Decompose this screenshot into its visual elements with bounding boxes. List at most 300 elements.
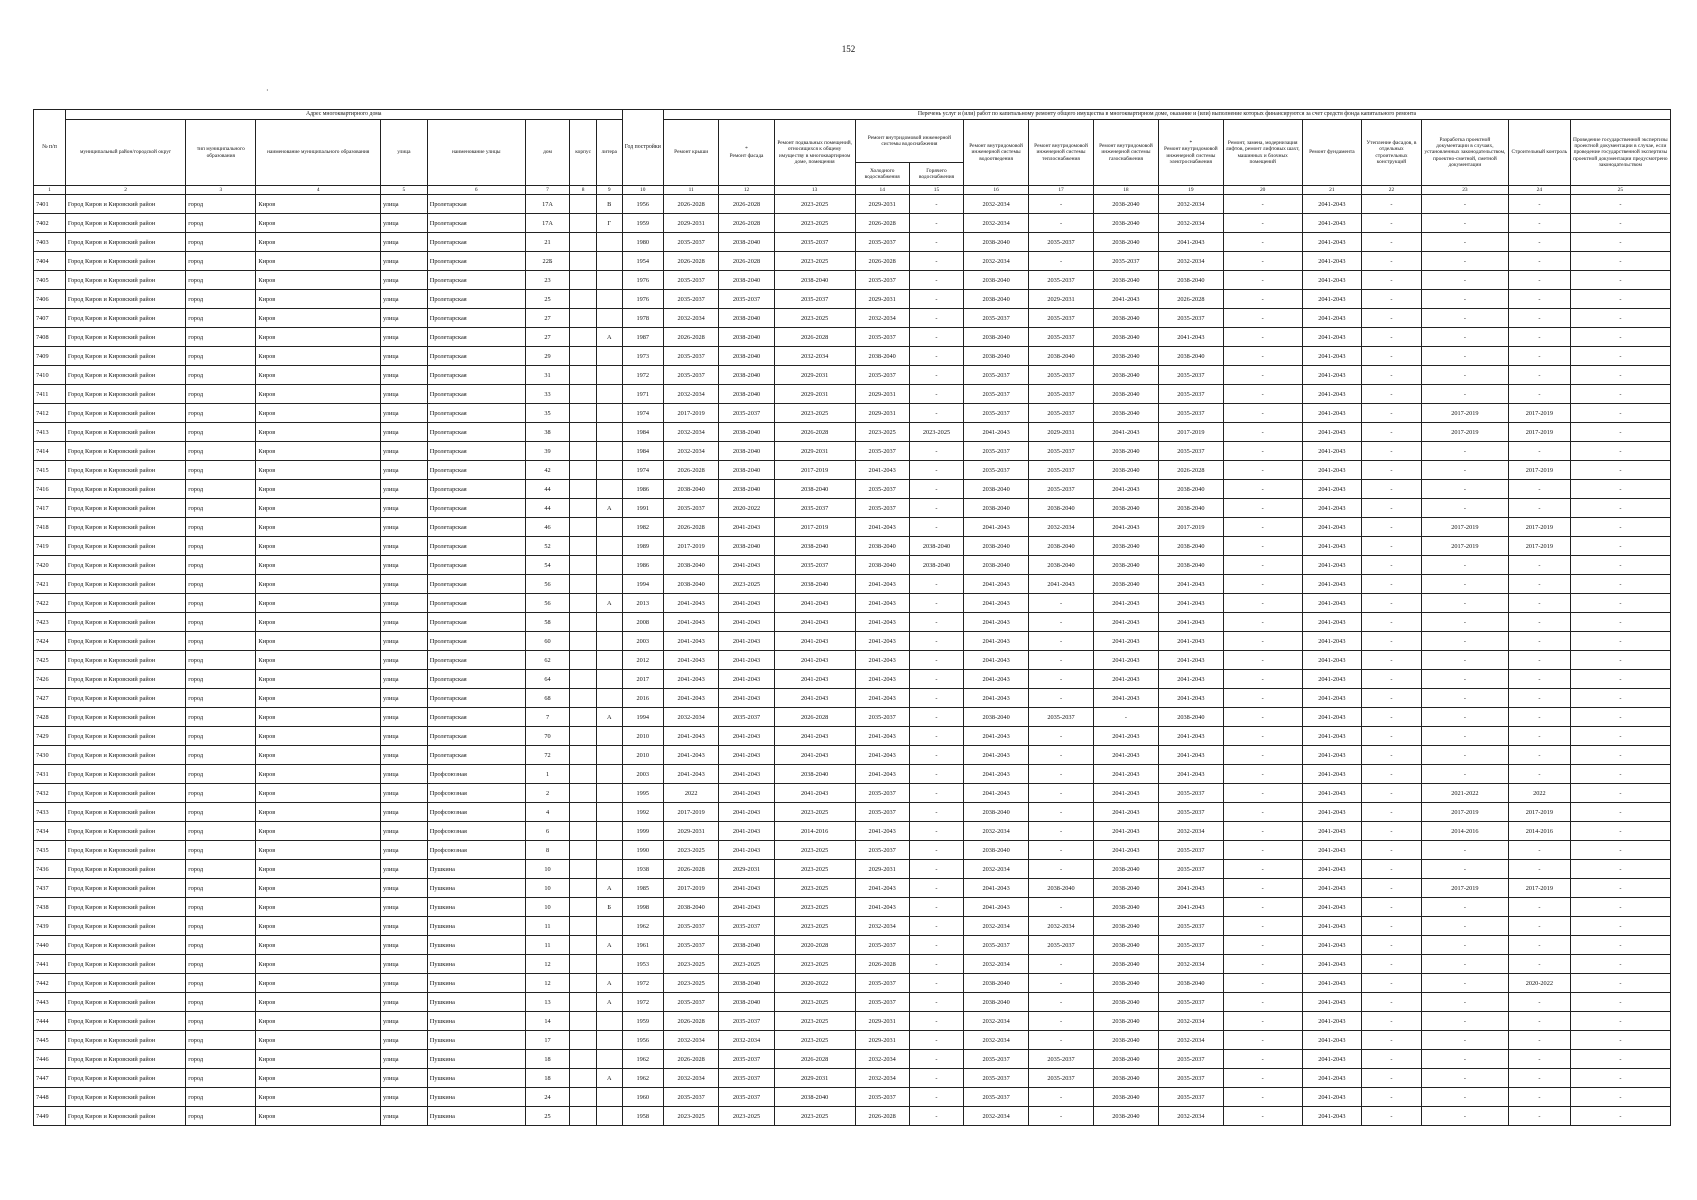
table-cell: 2041-2043 xyxy=(664,594,719,613)
table-cell xyxy=(596,746,622,765)
column-number: 1 xyxy=(34,186,66,195)
table-cell xyxy=(570,1107,597,1126)
table-cell: 2023-2025 xyxy=(774,1012,855,1031)
table-cell: улица xyxy=(380,347,427,366)
col-name-mo-header: наименование муниципального образования xyxy=(256,120,381,186)
table-cell: - xyxy=(1570,1031,1670,1050)
table-cell: - xyxy=(1570,575,1670,594)
table-cell: 2041-2043 xyxy=(964,670,1029,689)
table-cell: Киров xyxy=(256,594,381,613)
table-cell: - xyxy=(1570,803,1670,822)
table-cell: 2026-2028 xyxy=(664,252,719,271)
table-cell: 14 xyxy=(525,1012,570,1031)
table-cell: - xyxy=(909,404,963,423)
table-cell: 2038-2040 xyxy=(664,575,719,594)
table-cell: А xyxy=(596,936,622,955)
table-cell: 2038-2040 xyxy=(855,556,909,575)
table-cell: 1980 xyxy=(622,233,664,252)
table-cell: город xyxy=(186,822,256,841)
table-cell: 2016 xyxy=(622,689,664,708)
table-cell: 2032-2034 xyxy=(1158,214,1223,233)
table-row xyxy=(34,860,1671,879)
table-cell: 2041-2043 xyxy=(1302,1088,1362,1107)
table-cell: 70 xyxy=(525,727,570,746)
table-cell: 2041-2043 xyxy=(1302,917,1362,936)
table-cell: - xyxy=(1570,195,1670,214)
table-cell: Пролетарская xyxy=(427,366,525,385)
table-cell: 1999 xyxy=(622,822,664,841)
table-cell: - xyxy=(1223,556,1302,575)
table-cell: город xyxy=(186,784,256,803)
table-cell: город xyxy=(186,1031,256,1050)
table-cell: 1959 xyxy=(622,214,664,233)
table-cell: Профсоюзная xyxy=(427,784,525,803)
table-cell: 2041-2043 xyxy=(1093,841,1158,860)
table-cell: - xyxy=(1362,309,1422,328)
table-cell: Город Киров и Кировский район xyxy=(65,689,185,708)
column-number: 20 xyxy=(1223,186,1302,195)
table-cell: 2041-2043 xyxy=(774,613,855,632)
table-cell: - xyxy=(1421,195,1508,214)
table-cell: 2032-2034 xyxy=(855,917,909,936)
table-cell: - xyxy=(1421,252,1508,271)
table-cell: улица xyxy=(380,556,427,575)
table-cell: 1986 xyxy=(622,480,664,499)
table-cell: - xyxy=(1362,575,1422,594)
table-cell: 1995 xyxy=(622,784,664,803)
table-cell: - xyxy=(909,499,963,518)
table-cell: 7402 xyxy=(34,214,66,233)
table-cell: 1974 xyxy=(622,404,664,423)
table-cell: 2026-2028 xyxy=(664,1050,719,1069)
table-cell: 2041-2043 xyxy=(1302,974,1362,993)
table-row xyxy=(34,366,1671,385)
table-cell: улица xyxy=(380,404,427,423)
table-cell: 2029-2031 xyxy=(774,1069,855,1088)
table-cell: А xyxy=(596,879,622,898)
table-cell: город xyxy=(186,537,256,556)
table-cell: 1960 xyxy=(622,1088,664,1107)
table-cell: Город Киров и Кировский район xyxy=(65,309,185,328)
table-cell: - xyxy=(1570,651,1670,670)
table-cell: - xyxy=(909,917,963,936)
table-cell: 2035-2037 xyxy=(719,1050,774,1069)
table-cell: 2041-2043 xyxy=(1158,746,1223,765)
table-cell: Пролетарская xyxy=(427,271,525,290)
table-cell: Киров xyxy=(256,803,381,822)
table-cell: - xyxy=(1570,480,1670,499)
table-cell: город xyxy=(186,993,256,1012)
table-cell: город xyxy=(186,461,256,480)
table-cell: улица xyxy=(380,499,427,518)
table-cell: улица xyxy=(380,1012,427,1031)
table-cell: улица xyxy=(380,575,427,594)
table-cell: 4 xyxy=(525,803,570,822)
table-cell xyxy=(570,708,597,727)
table-cell: 2041-2043 xyxy=(1302,195,1362,214)
table-cell: - xyxy=(1362,632,1422,651)
table-cell: 2041-2043 xyxy=(1158,613,1223,632)
table-cell: - xyxy=(1029,651,1094,670)
table-cell: 2038-2040 xyxy=(1093,214,1158,233)
table-cell: - xyxy=(1029,1088,1094,1107)
table-cell: - xyxy=(1029,1107,1094,1126)
table-cell xyxy=(596,518,622,537)
table-cell xyxy=(570,233,597,252)
table-cell: 2041-2043 xyxy=(719,689,774,708)
table-cell: 2038-2040 xyxy=(1093,366,1158,385)
table-cell: 2035-2037 xyxy=(664,271,719,290)
table-cell: - xyxy=(1421,974,1508,993)
table-cell: 1998 xyxy=(622,898,664,917)
table-cell xyxy=(570,746,597,765)
table-cell: Киров xyxy=(256,974,381,993)
table-cell: Киров xyxy=(256,879,381,898)
table-cell: Киров xyxy=(256,993,381,1012)
table-cell: - xyxy=(1362,822,1422,841)
table-cell: - xyxy=(1509,1069,1571,1088)
table-cell: улица xyxy=(380,955,427,974)
table-cell: - xyxy=(1509,1012,1571,1031)
table-cell: - xyxy=(1509,385,1571,404)
col-hot-water-header: Горячего водоснабжения xyxy=(909,163,963,186)
table-cell: - xyxy=(1223,404,1302,423)
table-cell: 2035-2037 xyxy=(1029,366,1094,385)
table-cell: 2017-2019 xyxy=(1421,803,1508,822)
table-cell: 2041-2043 xyxy=(664,727,719,746)
table-cell: 2041-2043 xyxy=(1302,480,1362,499)
table-cell: 2041-2043 xyxy=(774,594,855,613)
table-cell: - xyxy=(1570,955,1670,974)
table-cell: 2041-2043 xyxy=(1158,594,1223,613)
table-cell: 1956 xyxy=(622,195,664,214)
table-cell: 18 xyxy=(525,1069,570,1088)
table-cell: 2038-2040 xyxy=(1029,347,1094,366)
table-cell: город xyxy=(186,214,256,233)
table-cell: 2026-2028 xyxy=(719,252,774,271)
table-cell: Киров xyxy=(256,1050,381,1069)
table-cell: 2026-2028 xyxy=(774,708,855,727)
table-cell: Киров xyxy=(256,575,381,594)
table-cell: 7415 xyxy=(34,461,66,480)
table-cell xyxy=(570,613,597,632)
table-cell: улица xyxy=(380,651,427,670)
table-cell: 2038-2040 xyxy=(1093,195,1158,214)
table-cell: 1992 xyxy=(622,803,664,822)
column-number: 24 xyxy=(1509,186,1571,195)
table-cell: 2026-2028 xyxy=(664,195,719,214)
table-cell: - xyxy=(1509,670,1571,689)
table-cell: 7409 xyxy=(34,347,66,366)
table-cell: Киров xyxy=(256,404,381,423)
table-row xyxy=(34,423,1671,442)
table-cell: 2041-2043 xyxy=(1302,461,1362,480)
table-cell: Пушкина xyxy=(427,860,525,879)
table-cell: 58 xyxy=(525,613,570,632)
table-cell: - xyxy=(1362,1069,1422,1088)
table-cell: 2035-2037 xyxy=(1029,309,1094,328)
table-row xyxy=(34,936,1671,955)
col-control-header: Строительный контроль xyxy=(1509,120,1571,186)
table-cell: город xyxy=(186,423,256,442)
table-cell: - xyxy=(1570,404,1670,423)
table-cell: 2038-2040 xyxy=(719,347,774,366)
table-cell: 2041-2043 xyxy=(964,784,1029,803)
table-cell xyxy=(596,1088,622,1107)
table-cell: город xyxy=(186,290,256,309)
table-cell: - xyxy=(1362,803,1422,822)
table-cell: - xyxy=(1362,936,1422,955)
table-cell: А xyxy=(596,708,622,727)
table-cell: 2014-2016 xyxy=(1421,822,1508,841)
table-cell: - xyxy=(1509,708,1571,727)
table-cell: 54 xyxy=(525,556,570,575)
table-cell: 7445 xyxy=(34,1031,66,1050)
table-cell: - xyxy=(1570,746,1670,765)
table-cell: 7426 xyxy=(34,670,66,689)
table-cell: Пролетарская xyxy=(427,537,525,556)
table-cell xyxy=(570,898,597,917)
table-cell: - xyxy=(1509,271,1571,290)
table-cell: - xyxy=(1570,233,1670,252)
table-cell: Город Киров и Кировский район xyxy=(65,613,185,632)
table-cell: 2041-2043 xyxy=(1302,499,1362,518)
table-cell: Город Киров и Кировский район xyxy=(65,727,185,746)
table-cell: 2035-2037 xyxy=(855,366,909,385)
table-cell: 2035-2037 xyxy=(964,936,1029,955)
table-cell xyxy=(596,955,622,974)
table-cell: Киров xyxy=(256,841,381,860)
table-cell xyxy=(596,917,622,936)
table-cell: 2029-2031 xyxy=(855,1031,909,1050)
table-cell: город xyxy=(186,1050,256,1069)
column-number: 22 xyxy=(1362,186,1422,195)
table-cell: 2023-2025 xyxy=(774,993,855,1012)
table-cell: 27 xyxy=(525,309,570,328)
table-cell: 2035-2037 xyxy=(664,499,719,518)
table-cell: - xyxy=(1362,765,1422,784)
table-cell: - xyxy=(1362,746,1422,765)
table-cell: Город Киров и Кировский район xyxy=(65,860,185,879)
table-cell: - xyxy=(909,898,963,917)
table-cell: - xyxy=(909,803,963,822)
table-cell: 2041-2043 xyxy=(774,632,855,651)
table-cell: 2026-2028 xyxy=(774,1050,855,1069)
table-row xyxy=(34,271,1671,290)
column-number: 14 xyxy=(855,186,909,195)
table-cell: 2032-2034 xyxy=(664,1069,719,1088)
table-cell: 2021-2022 xyxy=(1421,784,1508,803)
table-cell: улица xyxy=(380,632,427,651)
table-cell: город xyxy=(186,518,256,537)
table-cell: улица xyxy=(380,214,427,233)
table-cell: 2041-2043 xyxy=(1158,328,1223,347)
table-cell: Киров xyxy=(256,689,381,708)
table-cell: город xyxy=(186,575,256,594)
table-cell: - xyxy=(1421,290,1508,309)
table-cell: 2023-2025 xyxy=(664,841,719,860)
table-cell: 2026-2028 xyxy=(664,518,719,537)
table-row xyxy=(34,613,1671,632)
table-cell: 2032-2034 xyxy=(964,1012,1029,1031)
table-cell: 17А xyxy=(525,214,570,233)
table-cell: город xyxy=(186,309,256,328)
table-cell: город xyxy=(186,670,256,689)
table-row xyxy=(34,746,1671,765)
table-cell: А xyxy=(596,974,622,993)
table-cell: - xyxy=(1362,366,1422,385)
table-cell: - xyxy=(1223,632,1302,651)
table-cell: 2041-2043 xyxy=(1302,746,1362,765)
table-cell: улица xyxy=(380,328,427,347)
table-cell: 10 xyxy=(525,898,570,917)
table-cell: - xyxy=(1223,366,1302,385)
table-cell: 2041-2043 xyxy=(855,575,909,594)
table-cell: 2038-2040 xyxy=(909,556,963,575)
table-cell: 2041-2043 xyxy=(719,746,774,765)
table-cell: Город Киров и Кировский район xyxy=(65,841,185,860)
table-cell: - xyxy=(1223,670,1302,689)
table-cell: 2026-2028 xyxy=(1158,461,1223,480)
table-cell: 2035-2037 xyxy=(1029,328,1094,347)
col-warming-header: Утепление фасадов, в отдельных строительных конструкций xyxy=(1362,120,1422,186)
table-cell: 2038-2040 xyxy=(719,385,774,404)
table-cell: 2013 xyxy=(622,594,664,613)
table-cell: 1987 xyxy=(622,328,664,347)
table-cell: 2038-2040 xyxy=(719,366,774,385)
table-cell: 2020-2022 xyxy=(719,499,774,518)
table-cell: 2038-2040 xyxy=(964,347,1029,366)
table-cell: 2038-2040 xyxy=(719,328,774,347)
table-cell: - xyxy=(1570,252,1670,271)
table-cell: Киров xyxy=(256,271,381,290)
table-cell: 2035-2037 xyxy=(1029,461,1094,480)
table-cell: 2038-2040 xyxy=(1093,556,1158,575)
table-cell: город xyxy=(186,1107,256,1126)
table-cell: 2041-2043 xyxy=(1302,936,1362,955)
table-cell: - xyxy=(1362,518,1422,537)
col-okrug-header: муниципальный район/городской округ xyxy=(65,120,185,186)
table-cell: - xyxy=(1421,613,1508,632)
table-cell: Город Киров и Кировский район xyxy=(65,651,185,670)
col-foundation-header: Ремонт фундамента xyxy=(1302,120,1362,186)
table-cell: 21 xyxy=(525,233,570,252)
table-cell: Пушкина xyxy=(427,993,525,1012)
table-cell: - xyxy=(1029,1012,1094,1031)
table-cell: 2041-2043 xyxy=(664,746,719,765)
table-row xyxy=(34,556,1671,575)
table-cell: 2032-2034 xyxy=(1158,195,1223,214)
table-cell: - xyxy=(1223,461,1302,480)
table-cell: 1962 xyxy=(622,917,664,936)
table-cell: Пролетарская xyxy=(427,689,525,708)
table-cell: 2032-2034 xyxy=(1158,955,1223,974)
table-cell xyxy=(570,879,597,898)
table-row xyxy=(34,822,1671,841)
table-cell: - xyxy=(909,1069,963,1088)
table-row xyxy=(34,195,1671,214)
table-cell xyxy=(570,290,597,309)
table-cell: улица xyxy=(380,822,427,841)
table-row xyxy=(34,879,1671,898)
table-cell: - xyxy=(1570,974,1670,993)
table-cell: Город Киров и Кировский район xyxy=(65,632,185,651)
table-cell: 2041-2043 xyxy=(855,518,909,537)
table-cell: 12 xyxy=(525,955,570,974)
table-cell: 2041-2043 xyxy=(1302,271,1362,290)
table-cell: 1954 xyxy=(622,252,664,271)
table-cell: Киров xyxy=(256,366,381,385)
table-cell: - xyxy=(909,613,963,632)
table-cell: 24 xyxy=(525,1088,570,1107)
table-cell: 1972 xyxy=(622,993,664,1012)
table-cell: 7414 xyxy=(34,442,66,461)
table-cell xyxy=(596,290,622,309)
table-cell: 7420 xyxy=(34,556,66,575)
table-cell: город xyxy=(186,955,256,974)
table-cell: - xyxy=(1223,822,1302,841)
table-cell: - xyxy=(1421,632,1508,651)
table-cell: 2041-2043 xyxy=(964,423,1029,442)
table-cell: Пушкина xyxy=(427,879,525,898)
table-cell xyxy=(570,803,597,822)
table-cell: 2041-2043 xyxy=(1158,727,1223,746)
table-cell: 2032-2034 xyxy=(1158,1107,1223,1126)
table-row xyxy=(34,518,1671,537)
table-cell: 2041-2043 xyxy=(1302,309,1362,328)
table-cell: 2035-2037 xyxy=(855,271,909,290)
table-cell: - xyxy=(1570,1088,1670,1107)
table-cell: - xyxy=(909,1088,963,1107)
table-cell: - xyxy=(1509,499,1571,518)
table-cell: - xyxy=(1362,347,1422,366)
table-cell xyxy=(596,632,622,651)
table-cell: 2029-2031 xyxy=(855,195,909,214)
table-cell: улица xyxy=(380,708,427,727)
table-cell: - xyxy=(1029,689,1094,708)
table-cell: Город Киров и Кировский район xyxy=(65,974,185,993)
table-cell: 2035-2037 xyxy=(774,556,855,575)
table-cell: - xyxy=(1570,898,1670,917)
table-cell: 2023-2025 xyxy=(664,955,719,974)
col-basement-header: Ремонт подвальных помещений, относящихся к общему имуществу в многоквартирном доме, помещения xyxy=(774,120,855,186)
table-cell: 1976 xyxy=(622,290,664,309)
table-cell: 2041-2043 xyxy=(964,594,1029,613)
table-cell: Пролетарская xyxy=(427,746,525,765)
table-row xyxy=(34,632,1671,651)
table-cell: 2017-2019 xyxy=(1158,518,1223,537)
table-row xyxy=(34,651,1671,670)
table-cell: Пролетарская xyxy=(427,461,525,480)
col-year-header: Год постройки xyxy=(622,110,664,186)
table-cell: - xyxy=(1362,784,1422,803)
table-cell: - xyxy=(909,442,963,461)
table-cell: 2029-2031 xyxy=(774,366,855,385)
table-cell: 2035-2037 xyxy=(1158,309,1223,328)
table-cell xyxy=(596,442,622,461)
table-cell: Киров xyxy=(256,461,381,480)
table-cell: 2035-2037 xyxy=(1158,366,1223,385)
table-cell: 2032-2034 xyxy=(664,1031,719,1050)
table-cell: - xyxy=(1362,195,1422,214)
table-cell: - xyxy=(1223,879,1302,898)
table-cell: 2038-2040 xyxy=(1093,1088,1158,1107)
table-cell: 2035-2037 xyxy=(1029,271,1094,290)
table-row xyxy=(34,309,1671,328)
table-row xyxy=(34,404,1671,423)
table-cell: 2023-2025 xyxy=(774,195,855,214)
table-cell: Киров xyxy=(256,252,381,271)
